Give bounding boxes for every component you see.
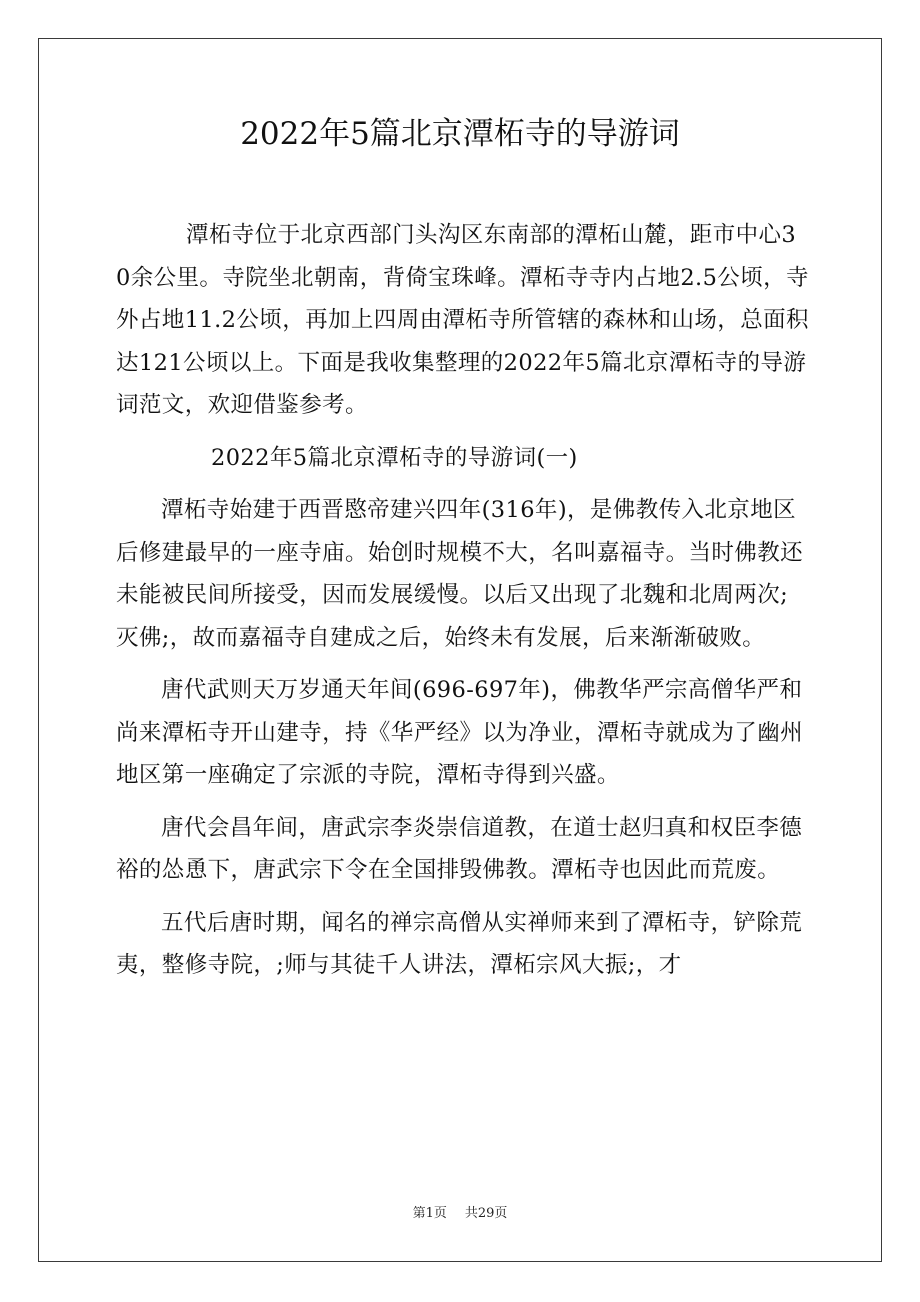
document-body xyxy=(116,214,810,987)
page-footer xyxy=(38,1205,882,1223)
section-heading: 2022年5篇北京潭柘寺的导游词(一) xyxy=(211,444,578,471)
intro-paragraph: 潭柘寺位于北京西部门头沟区东南部的潭柘山麓，距市中心30余公里。寺院坐北朝南，背倚宝珠峰。潭柘寺寺内占地2.5公顷，寺外占地11.2公顷，再加上四周由潭柘寺所管辖的森林和山场，总面积达121公顷以上。下面是我收集整理的2022年5篇北京潭柘寺的导游词范文，欢迎借鉴参考。 xyxy=(116,222,809,418)
body-paragraph-4: 五代后唐时期，闻名的禅宗高僧从实禅师来到了潭柘寺，铲除荒夷，整修寺院，;师与其徒千人讲法，潭柘宗风大振;，才 xyxy=(116,909,803,978)
body-paragraph-1: 潭柘寺始建于西晋愍帝建兴四年(316年)，是佛教传入北京地区后修建最早的一座寺庙。始创时规模不大，名叫嘉福寺。当时佛教还未能被民间所接受，因而发展缓慢。以后又出现了北魏和北周两次;灭佛;，故而嘉福寺自建成之后，始终未有发展，后来渐渐破败。 xyxy=(116,497,804,651)
document-title: 2022年5篇北京潭柘寺的导游词 xyxy=(240,116,680,152)
body-paragraph-3: 唐代会昌年间，唐武宗李炎崇信道教，在道士赵归真和权臣李德裕的怂恿下，唐武宗下令在全国排毁佛教。潭柘寺也因此而荒废。 xyxy=(116,814,803,883)
body-paragraph-2: 唐代武则天万岁通天年间(696-697年)，佛教华严宗高僧华严和尚来潭柘寺开山建寺，持《华严经》以为净业，潭柘寺就成为了幽州地区第一座确定了宗派的寺院，潭柘寺得到兴盛。 xyxy=(116,677,804,788)
page-total: 共29页 xyxy=(464,1206,508,1221)
page-number: 第1页 xyxy=(412,1206,447,1221)
